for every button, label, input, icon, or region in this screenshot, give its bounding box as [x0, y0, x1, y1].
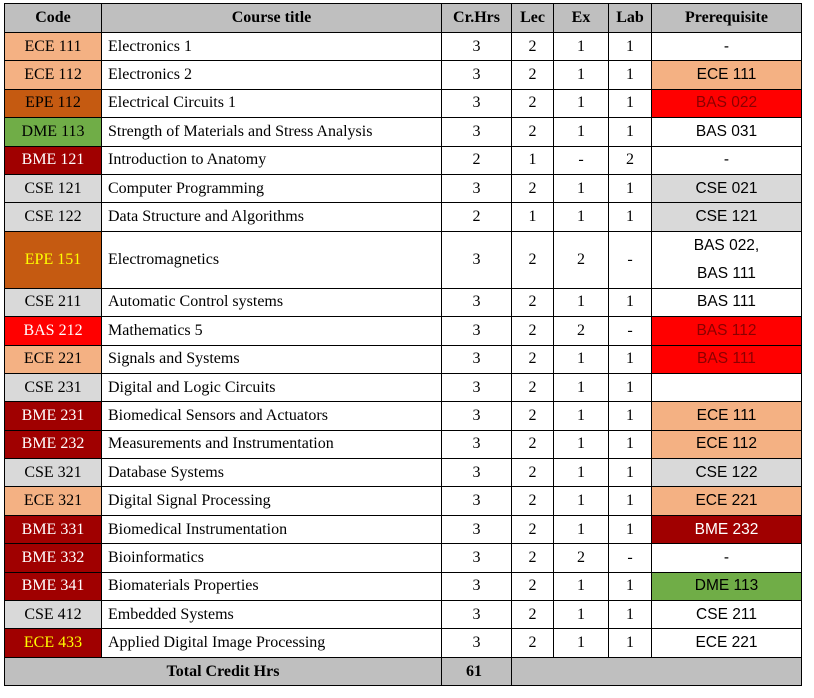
lab-hours: - — [609, 317, 652, 345]
lecture-hours: 2 — [512, 430, 554, 458]
credit-hours: 3 — [442, 288, 512, 316]
prerequisite — [652, 231, 802, 288]
course-title: Mathematics 5 — [102, 317, 442, 345]
lecture-hours: 1 — [512, 203, 554, 231]
prerequisite — [652, 629, 802, 657]
header-code: Code — [5, 4, 102, 33]
lecture-hours: 2 — [512, 89, 554, 117]
prerequisite — [652, 572, 802, 600]
prerequisite-code: - — [723, 548, 730, 566]
course-code: DME 113 — [5, 118, 102, 146]
credit-hours: 3 — [442, 572, 512, 600]
prerequisite — [652, 487, 802, 515]
credit-hours: 3 — [442, 33, 512, 61]
exercise-hours: 1 — [554, 33, 609, 61]
lab-hours: 1 — [609, 402, 652, 430]
course-code: CSE 211 — [5, 288, 102, 316]
prerequisite-code: ECE 112 — [696, 435, 757, 453]
table-row — [5, 118, 802, 146]
prerequisite — [652, 601, 802, 629]
lecture-hours: 2 — [512, 174, 554, 202]
exercise-hours: 1 — [554, 629, 609, 657]
course-code: CSE 231 — [5, 373, 102, 401]
course-title: Biomedical Instrumentation — [102, 515, 442, 543]
credit-hours: 3 — [442, 345, 512, 373]
credit-hours: 3 — [442, 515, 512, 543]
credit-hours: 3 — [442, 174, 512, 202]
header-course-title: Course title — [102, 4, 442, 33]
exercise-hours: 2 — [554, 231, 609, 288]
table-row — [5, 231, 802, 288]
exercise-hours: 1 — [554, 430, 609, 458]
lab-hours: 1 — [609, 203, 652, 231]
prerequisite-code: BAS 111 — [697, 293, 756, 311]
prerequisite — [652, 430, 802, 458]
lab-hours: 1 — [609, 345, 652, 373]
prerequisite — [652, 33, 802, 61]
total-label: Total Credit Hrs — [5, 657, 442, 685]
table-row — [5, 430, 802, 458]
prerequisite — [652, 61, 802, 89]
exercise-hours: 1 — [554, 373, 609, 401]
credit-hours: 3 — [442, 61, 512, 89]
credit-hours: 3 — [442, 373, 512, 401]
table-row — [5, 345, 802, 373]
lecture-hours: 2 — [512, 373, 554, 401]
prerequisite — [652, 515, 802, 543]
lab-hours: 1 — [609, 430, 652, 458]
credit-hours: 3 — [442, 601, 512, 629]
prerequisite-code: CSE 021 — [695, 179, 758, 197]
header-prerequisite: Prerequisite — [652, 4, 802, 33]
lab-hours: 1 — [609, 174, 652, 202]
table-row — [5, 459, 802, 487]
exercise-hours: 1 — [554, 89, 609, 117]
course-code: ECE 111 — [5, 33, 102, 61]
prerequisite — [652, 118, 802, 146]
course-title: Digital and Logic Circuits — [102, 373, 442, 401]
exercise-hours: 1 — [554, 203, 609, 231]
course-title: Electromagnetics — [102, 231, 442, 288]
course-code: EPE 151 — [5, 231, 102, 288]
total-blank — [512, 657, 802, 685]
lecture-hours: 2 — [512, 629, 554, 657]
table-row — [5, 61, 802, 89]
exercise-hours: 1 — [554, 288, 609, 316]
lecture-hours: 2 — [512, 118, 554, 146]
lecture-hours: 2 — [512, 402, 554, 430]
credit-hours: 2 — [442, 203, 512, 231]
prerequisite-code: ECE 111 — [696, 66, 757, 84]
exercise-hours: 1 — [554, 118, 609, 146]
table-row — [5, 373, 802, 401]
lecture-hours: 2 — [512, 487, 554, 515]
prerequisite-code: - — [723, 37, 730, 55]
course-code: BAS 212 — [5, 317, 102, 345]
prerequisite — [652, 174, 802, 202]
total-row — [5, 657, 802, 685]
header-credit-hours: Cr.Hrs — [442, 4, 512, 33]
prerequisite — [652, 459, 802, 487]
lecture-hours: 2 — [512, 288, 554, 316]
course-code: ECE 221 — [5, 345, 102, 373]
prerequisite — [652, 317, 802, 345]
header-exercise: Ex — [554, 4, 609, 33]
table-row — [5, 174, 802, 202]
course-code: CSE 122 — [5, 203, 102, 231]
exercise-hours: 1 — [554, 174, 609, 202]
prerequisite-code: ECE 221 — [695, 492, 758, 510]
credit-hours: 3 — [442, 629, 512, 657]
lab-hours: 1 — [609, 288, 652, 316]
exercise-hours: 2 — [554, 544, 609, 572]
lecture-hours: 2 — [512, 601, 554, 629]
prerequisite-code: CSE 121 — [695, 208, 758, 226]
prerequisite — [652, 373, 802, 401]
lab-hours: 1 — [609, 61, 652, 89]
course-code: CSE 412 — [5, 601, 102, 629]
course-code: CSE 121 — [5, 174, 102, 202]
course-title: Biomedical Sensors and Actuators — [102, 402, 442, 430]
exercise-hours: 2 — [554, 317, 609, 345]
lab-hours: 1 — [609, 33, 652, 61]
course-title: Digital Signal Processing — [102, 487, 442, 515]
prerequisite-code: BAS 111 — [697, 264, 756, 282]
table-row — [5, 203, 802, 231]
table-row — [5, 146, 802, 174]
lecture-hours: 2 — [512, 231, 554, 288]
lab-hours: 1 — [609, 118, 652, 146]
prerequisite-code: CSE 211 — [696, 605, 757, 623]
course-title: Introduction to Anatomy — [102, 146, 442, 174]
prerequisite — [652, 402, 802, 430]
credit-hours: 3 — [442, 544, 512, 572]
lab-hours: 1 — [609, 629, 652, 657]
credit-hours: 2 — [442, 146, 512, 174]
exercise-hours: 1 — [554, 402, 609, 430]
course-table — [4, 3, 802, 686]
credit-hours: 3 — [442, 231, 512, 288]
course-code: ECE 433 — [5, 629, 102, 657]
credit-hours: 3 — [442, 402, 512, 430]
lecture-hours: 2 — [512, 345, 554, 373]
prerequisite-code: BME 232 — [694, 520, 759, 538]
course-code: ECE 112 — [5, 61, 102, 89]
course-title: Electrical Circuits 1 — [102, 89, 442, 117]
prerequisite-code: BAS 111 — [697, 350, 756, 368]
prerequisite — [652, 146, 802, 174]
table-row — [5, 33, 802, 61]
credit-hours: 3 — [442, 430, 512, 458]
prerequisite — [652, 288, 802, 316]
table-row — [5, 402, 802, 430]
course-code: BME 121 — [5, 146, 102, 174]
prerequisite — [652, 203, 802, 231]
course-title: Measurements and Instrumentation — [102, 430, 442, 458]
course-title: Bioinformatics — [102, 544, 442, 572]
table-row — [5, 89, 802, 117]
credit-hours: 3 — [442, 487, 512, 515]
course-title: Biomaterials Properties — [102, 572, 442, 600]
header-lab: Lab — [609, 4, 652, 33]
lecture-hours: 2 — [512, 33, 554, 61]
header-row — [5, 4, 802, 33]
lab-hours: 1 — [609, 515, 652, 543]
lecture-hours: 2 — [512, 61, 554, 89]
course-title: Computer Programming — [102, 174, 442, 202]
exercise-hours: 1 — [554, 515, 609, 543]
course-code: EPE 112 — [5, 89, 102, 117]
table-row — [5, 601, 802, 629]
lecture-hours: 2 — [512, 459, 554, 487]
course-code: ECE 321 — [5, 487, 102, 515]
table-row — [5, 629, 802, 657]
table-row — [5, 572, 802, 600]
course-title: Signals and Systems — [102, 345, 442, 373]
lab-hours: 1 — [609, 601, 652, 629]
prerequisite — [652, 544, 802, 572]
exercise-hours: 1 — [554, 459, 609, 487]
header-lecture: Lec — [512, 4, 554, 33]
lab-hours: 1 — [609, 459, 652, 487]
course-title: Automatic Control systems — [102, 288, 442, 316]
course-code: BME 332 — [5, 544, 102, 572]
lab-hours: - — [609, 231, 652, 288]
exercise-hours: 1 — [554, 345, 609, 373]
course-code: BME 331 — [5, 515, 102, 543]
course-title: Electronics 2 — [102, 61, 442, 89]
lab-hours: 1 — [609, 487, 652, 515]
prerequisite-code: BAS 031 — [695, 122, 758, 140]
course-code: BME 231 — [5, 402, 102, 430]
table-row — [5, 544, 802, 572]
lab-hours: 2 — [609, 146, 652, 174]
prerequisite-code: BAS 112 — [696, 321, 757, 339]
exercise-hours: 1 — [554, 487, 609, 515]
lab-hours: - — [609, 544, 652, 572]
table-row — [5, 515, 802, 543]
total-value: 61 — [442, 657, 512, 685]
exercise-hours: - — [554, 146, 609, 174]
table-row — [5, 487, 802, 515]
exercise-hours: 1 — [554, 601, 609, 629]
prerequisite — [652, 89, 802, 117]
course-title: Embedded Systems — [102, 601, 442, 629]
credit-hours: 3 — [442, 317, 512, 345]
course-code: CSE 321 — [5, 459, 102, 487]
exercise-hours: 1 — [554, 61, 609, 89]
course-title: Applied Digital Image Processing — [102, 629, 442, 657]
prerequisite-code: ECE 221 — [695, 634, 758, 652]
course-title: Data Structure and Algorithms — [102, 203, 442, 231]
course-code: BME 341 — [5, 572, 102, 600]
lecture-hours: 1 — [512, 146, 554, 174]
credit-hours: 3 — [442, 118, 512, 146]
prerequisite-code: BAS 022 — [695, 94, 758, 112]
course-title: Database Systems — [102, 459, 442, 487]
exercise-hours: 1 — [554, 572, 609, 600]
table-row — [5, 288, 802, 316]
lecture-hours: 2 — [512, 544, 554, 572]
lab-hours: 1 — [609, 373, 652, 401]
lecture-hours: 2 — [512, 317, 554, 345]
prerequisite — [652, 345, 802, 373]
credit-hours: 3 — [442, 89, 512, 117]
course-title: Electronics 1 — [102, 33, 442, 61]
prerequisite-code: CSE 122 — [695, 463, 758, 481]
table-row — [5, 317, 802, 345]
lecture-hours: 2 — [512, 515, 554, 543]
lab-hours: 1 — [609, 89, 652, 117]
lecture-hours: 2 — [512, 572, 554, 600]
prerequisite-code: - — [723, 151, 730, 169]
prerequisite-code: DME 113 — [694, 577, 759, 595]
course-rows — [5, 33, 802, 658]
credit-hours: 3 — [442, 459, 512, 487]
prerequisite-code: BAS 022, — [693, 236, 760, 254]
course-title: Strength of Materials and Stress Analysis — [102, 118, 442, 146]
prerequisite-code: ECE 111 — [696, 406, 757, 424]
lab-hours: 1 — [609, 572, 652, 600]
course-code: BME 232 — [5, 430, 102, 458]
